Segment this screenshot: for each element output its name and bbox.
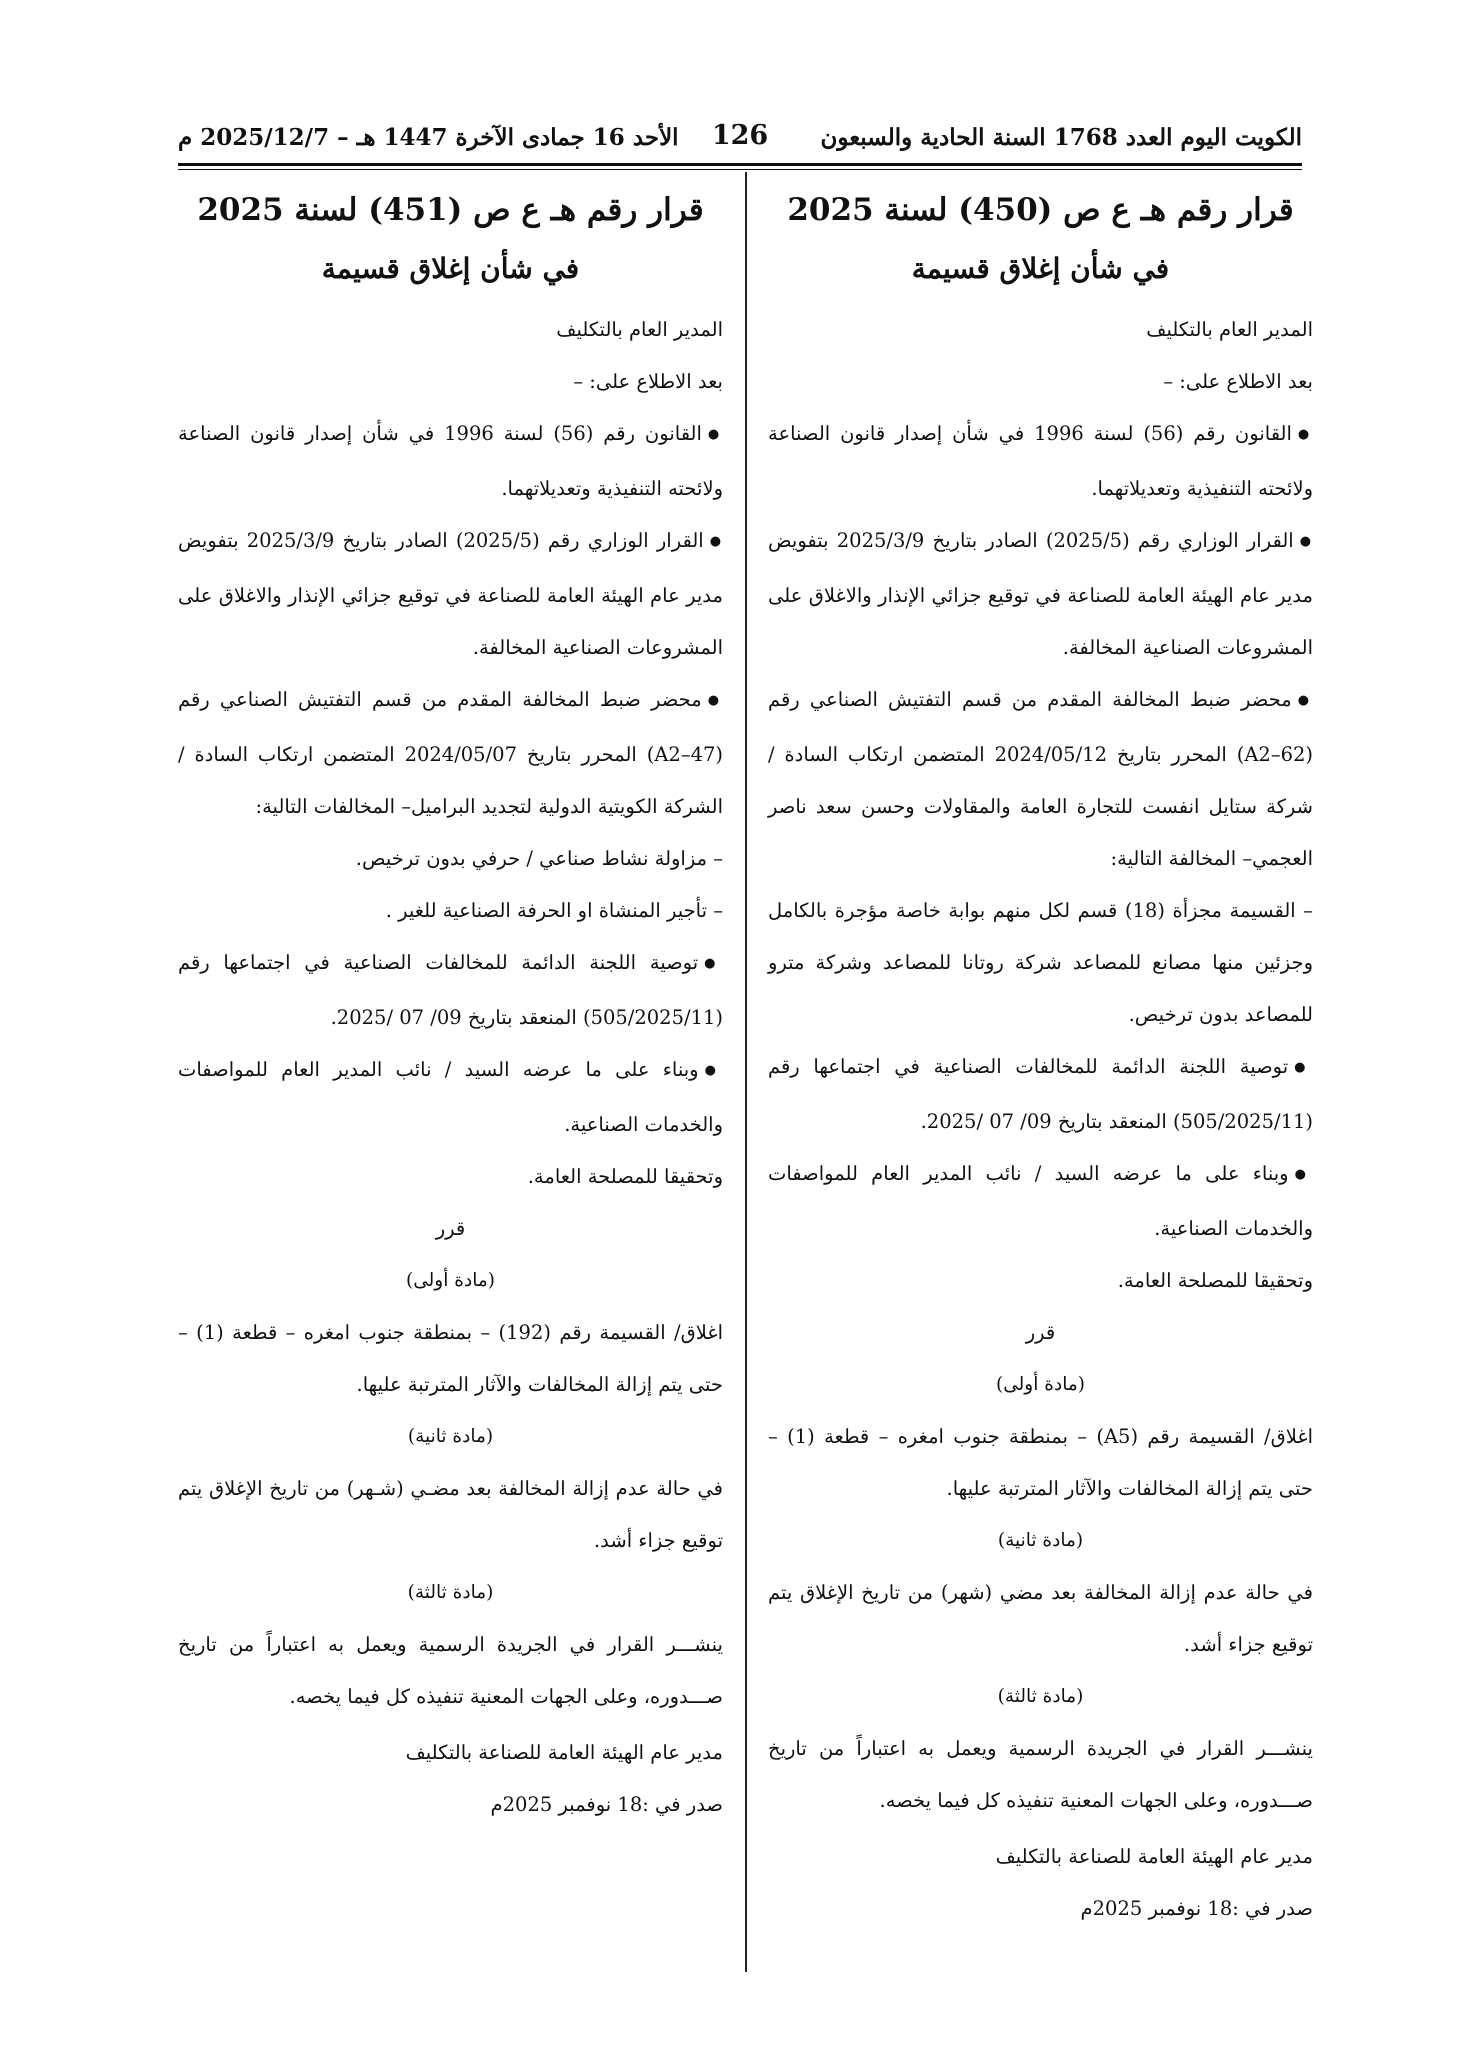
header-rule-thick [178,163,1302,166]
after-review: بعد الاطلاع على: – [1163,370,1313,393]
public-interest: وتحقيقا للمصلحة العامة. [527,1165,723,1188]
article-3-text: ينشـــر القرار في الجريدة الرسمية ويعمل به اعتباراً من تاريخ صـــدوره، وعلى الجهات المعنية تنفيذه كل فيما يخصه. [768,1737,1313,1812]
page-number: 126 [711,120,769,151]
preamble-committee: ● توصية اللجنة الدائمة للمخالفات الصناعية في اجتماعها رقم (505/2025/11) المنعقد بتاريخ 09/ 07 /2025. [178,937,723,1044]
header-date: الأحد 16 جمادى الآخرة 1447 هـ – 2025/12/7 م [178,124,679,151]
decree-subtitle: في شأن إغلاق قسيمة [321,252,580,285]
signature: مدير عام الهيئة العامة للصناعة بالتكليف [405,1741,723,1764]
after-review: بعد الاطلاع على: – [573,370,723,393]
article-1-text: اغلاق/ القسيمة رقم (192) – بمنطقة جنوب امغره – قطعة (1) – حتى يتم إزالة المخالفات والآثار المترتبة عليها. [178,1321,723,1396]
issue-date: صدر في :18 نوفمبر 2025م [1080,1897,1313,1920]
preamble-deputy: ● وبناء على ما عرضه السيد / نائب المدير العام للمواصفات والخدمات الصناعية. [178,1044,723,1151]
violation-item: – تأجير المنشاة او الحرفة الصناعية للغير . [385,899,723,922]
article-3-text: ينشـــر القرار في الجريدة الرسمية ويعمل به اعتباراً من تاريخ صـــدوره، وعلى الجهات المعنية تنفيذه كل فيما يخصه. [178,1633,723,1708]
preamble-deputy: ● وبناء على ما عرضه السيد / نائب المدير العام للمواصفات والخدمات الصناعية. [768,1148,1313,1255]
decided-heading: قرر [435,1217,466,1240]
preamble-ministerial: ● القرار الوزاري رقم (2025/5) الصادر بتاريخ 2025/3/9 بتفويض مدير عام الهيئة العامة للصناعة في توقيع جزائي الإنذار والاغلاق على المشروعات الصناعية المخالفة. [178,515,723,674]
preamble-law: ● القانون رقم (56) لسنة 1996 في شأن إصدار قانون الصناعة ولائحته التنفيذية وتعديلاتهما. [768,408,1313,515]
decree-451-column [178,180,723,1831]
preamble-ministerial: ● القرار الوزاري رقم (2025/5) الصادر بتاريخ 2025/3/9 بتفويض مدير عام الهيئة العامة للصناعة في توقيع جزائي الإنذار والاغلاق على المشروعات الصناعية المخالفة. [768,515,1313,674]
signature: مدير عام الهيئة العامة للصناعة بالتكليف [995,1845,1313,1868]
article-2-title: (مادة ثانية) [997,1530,1084,1551]
article-1-title: (مادة أولى) [406,1270,495,1291]
article-2-text: في حالة عدم إزالة المخالفة بعد مضي (شهر) من تاريخ الإغلاق يتم توقيع جزاء أشد. [768,1581,1313,1656]
article-1-text: اغلاق/ القسيمة رقم (A5) – بمنطقة جنوب امغره – قطعة (1) – حتى يتم إزالة المخالفات والآثار المترتبة عليها. [768,1425,1313,1500]
violation-item: – القسيمة مجزأة (18) قسم لكل منهم بوابة خاصة مؤجرة بالكامل وجزئين منها مصانع للمصاعد شركة روتانا للمصاعد وشركة مترو للمصاعد بدون ترخيص. [768,899,1313,1026]
decree-title: قرار رقم هـ ع ص (450) لسنة 2025 [787,192,1294,228]
article-3-title: (مادة ثالثة) [407,1582,494,1603]
preamble-report: ● محضر ضبط المخالفة المقدم من قسم التفتيش الصناعي رقم (A2–62) المحرر بتاريخ 2024/05/12 المتضمن ارتكاب السادة / شركة ستايل انفست للتجارة العامة والمقاولات وحسن سعد ناصر العجمي– المخالفة التالية: [768,674,1313,885]
decree-subtitle: في شأن إغلاق قسيمة [911,252,1170,285]
preamble-report: ● محضر ضبط المخالفة المقدم من قسم التفتيش الصناعي رقم (A2–47) المحرر بتاريخ 2024/05/07 المتضمن ارتكاب السادة / الشركة الكويتية الدولية لتجديد البراميل– المخالفات التالية: [178,674,723,833]
article-1-title: (مادة أولى) [996,1374,1085,1395]
public-interest: وتحقيقا للمصلحة العامة. [1117,1269,1313,1292]
decided-heading: قرر [1025,1321,1056,1344]
issue-date: صدر في :18 نوفمبر 2025م [490,1793,723,1816]
page-header [178,120,1302,160]
decree-450-column [768,180,1313,1935]
header-issue-info: الكويت اليوم العدد 1768 السنة الحادية والسبعون [820,124,1302,151]
preamble-committee: ● توصية اللجنة الدائمة للمخالفات الصناعية في اجتماعها رقم (505/2025/11) المنعقد بتاريخ 09/ 07 /2025. [768,1041,1313,1148]
decree-authority: المدير العام بالتكليف [1146,318,1313,341]
decree-authority: المدير العام بالتكليف [556,318,723,341]
article-3-title: (مادة ثالثة) [997,1686,1084,1707]
preamble-law: ● القانون رقم (56) لسنة 1996 في شأن إصدار قانون الصناعة ولائحته التنفيذية وتعديلاتهما. [178,408,723,515]
column-divider [745,172,747,1972]
header-rule-thin [178,169,1302,170]
violation-item: – مزاولة نشاط صناعي / حرفي بدون ترخيص. [355,847,723,870]
article-2-text: في حالة عدم إزالة المخالفة بعد مضـي (شـهر) من تاريخ الإغلاق يتم توقيع جزاء أشد. [178,1477,723,1552]
decree-title: قرار رقم هـ ع ص (451) لسنة 2025 [197,192,704,228]
article-2-title: (مادة ثانية) [407,1426,494,1447]
